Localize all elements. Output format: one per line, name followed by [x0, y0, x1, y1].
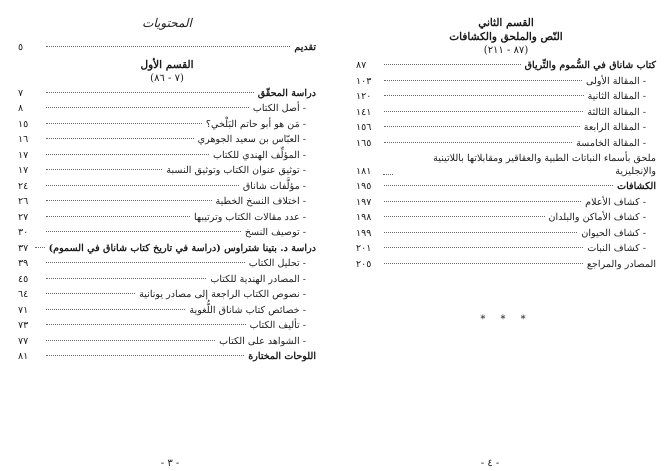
toc-entry-page: ١٨١: [356, 166, 372, 177]
toc-entry[interactable]: [356, 241, 656, 257]
section-subheading: النّص والملحق والكشافات: [449, 31, 563, 43]
toc-entry[interactable]: [356, 195, 656, 211]
toc-entry-page: ١٧: [18, 149, 29, 161]
left-page: [0, 0, 330, 471]
toc-entry[interactable]: [18, 86, 316, 102]
toc-entry-page: ٢٤: [18, 180, 29, 192]
toc-entry-title: - مؤلَّفات شاناق: [242, 180, 306, 192]
leader-dots: [384, 79, 582, 81]
leader-dots: [46, 153, 209, 155]
toc-entry[interactable]: [356, 105, 656, 121]
leader-dots: [46, 122, 202, 124]
toc-entry-title: - المصادر الهندية للكتاب: [210, 273, 306, 285]
leader-dots: [46, 354, 244, 356]
toc-entry-title: - العبّاس بن سعيد الجوهري: [197, 134, 306, 145]
toc-entry[interactable]: [356, 58, 656, 74]
toc-entry-title: - المؤلِّف الهندي للكتاب: [212, 149, 306, 161]
toc-entry-page: ١٠٣: [356, 75, 372, 87]
page-number: - ٤ -: [480, 458, 500, 469]
toc-entry-page: ١٦: [18, 134, 29, 145]
toc-entry[interactable]: [18, 334, 316, 350]
leader-dots: [35, 246, 45, 248]
leader-dots: [46, 106, 249, 108]
leader-dots: [46, 215, 190, 217]
right-page: [340, 0, 670, 471]
toc-entry[interactable]: [356, 226, 656, 242]
toc-entry-title: - تأليف الكتاب: [249, 320, 306, 331]
toc-entry-page: ١٧: [18, 165, 29, 176]
toc-entry[interactable]: [356, 151, 656, 179]
toc-entry-page: ٤٥: [18, 273, 29, 285]
leader-dots: [46, 230, 241, 232]
toc-entry-page: ١٥٦: [356, 122, 372, 133]
toc-entry[interactable]: [18, 303, 316, 319]
leader-dots: [46, 184, 239, 186]
toc-entry-page: ٢٠١: [356, 243, 372, 254]
toc-entry-page: ٨٧: [356, 60, 367, 71]
leader-dots: [46, 323, 246, 325]
leader-dots: [384, 141, 572, 143]
toc-entry-title: اللوحات المختارة: [248, 351, 316, 362]
leader-dots: [384, 94, 584, 96]
leader-dots: [46, 339, 215, 341]
toc-entry[interactable]: [356, 179, 656, 195]
leader-dots: [384, 246, 583, 248]
toc-entry-title: - عدد مقالات الكتاب وترتيبها: [193, 211, 306, 223]
toc-entry-page: ٧: [18, 87, 24, 99]
leader-dots: [384, 125, 580, 127]
leader-dots: [46, 45, 290, 47]
toc-entry-page: ٢٦: [18, 196, 29, 207]
toc-entry-title: - الشواهد على الكتاب: [219, 335, 306, 347]
toc-entry[interactable]: [356, 89, 656, 105]
toc-entry-title: - كشاف الأعلام: [585, 196, 646, 208]
toc-list: [18, 86, 316, 365]
toc-entry-title: - المقالة الثانية: [587, 91, 646, 102]
toc-entry[interactable]: [356, 136, 656, 152]
leader-dots: [384, 63, 521, 65]
toc-entry-page: ١٥: [18, 118, 29, 130]
section-heading: القسم الثاني: [478, 17, 534, 29]
section-range: (٨٧ - ٢١١): [483, 45, 529, 56]
toc-entry-page: ٦٤: [18, 289, 29, 300]
toc-entry-page: ١٩٥: [356, 181, 372, 192]
page-number: - ٣ -: [160, 458, 180, 469]
leader-dots: [384, 184, 613, 186]
toc-entry-title: - المقالة الثالثة: [587, 106, 646, 118]
contents-logo: المحتويات: [142, 16, 192, 30]
toc-entry-title: - توثيق عنوان الكتاب وتوثيق النسبة: [166, 165, 306, 176]
toc-entry-title: - المقالة الأولى: [585, 75, 646, 87]
toc-entry-page: ١٤١: [356, 106, 372, 118]
section-heading: القسم الأول: [140, 58, 194, 71]
intro-list: [18, 40, 316, 56]
toc-entry-title: - المقالة الخامسة: [576, 137, 646, 149]
toc-entry-page: ٧١: [18, 304, 29, 316]
toc-entry-page: ١٩٨: [356, 212, 372, 223]
toc-entry-intro[interactable]: [18, 40, 316, 56]
toc-entry[interactable]: [356, 74, 656, 90]
toc-entry[interactable]: [18, 225, 316, 241]
toc-entry[interactable]: [18, 117, 316, 133]
toc-entry-title: - كشاف النبات: [587, 243, 646, 254]
toc-entry-title: - أصل الكتاب: [252, 103, 306, 114]
toc-entry[interactable]: [18, 272, 316, 288]
toc-entry[interactable]: [18, 163, 316, 179]
toc-entry-title: - توصيف النسخ: [244, 227, 306, 238]
toc-entry-page: ٧٧: [18, 335, 29, 347]
toc-entry-title: - المقالة الرابعة: [583, 122, 646, 133]
toc-entry[interactable]: [18, 179, 316, 195]
toc-entry-title: المصادر والمراجع: [586, 258, 656, 270]
toc-entry-title: ملحق بأسماء النباتات الطبية والعقاقير ومقابلاتها باللاتينية والإنجليزية: [433, 153, 656, 177]
toc-entry-page: ٣٩: [18, 258, 29, 269]
toc-entry-page: ١٦٥: [356, 137, 372, 149]
leader-dots: [46, 91, 254, 93]
toc-entry[interactable]: [18, 256, 316, 272]
toc-entry[interactable]: [356, 210, 656, 226]
toc-entry-page: ٧٣: [18, 320, 29, 331]
leader-dots: [46, 137, 194, 139]
toc-entry[interactable]: [18, 210, 316, 226]
toc-entry[interactable]: [18, 241, 316, 257]
leader-dots: [46, 292, 135, 294]
toc-entry-title: - نصوص الكتاب الراجعة إلى مصادر يونانية: [139, 289, 306, 300]
toc-entry-title: دراسة المحقّق: [257, 87, 316, 99]
toc-entry-title: دراسة د. بتينا شتراوس (دراسة في تاريخ كتاب شاناق في السموم): [48, 242, 316, 254]
toc-list: [356, 58, 656, 272]
leader-dots: [46, 308, 185, 310]
leader-dots: [383, 173, 393, 175]
leader-dots: [384, 215, 545, 217]
toc-entry-page: ٥: [18, 42, 24, 53]
toc-entry[interactable]: [18, 318, 316, 334]
toc-entry-page: ٨: [18, 103, 24, 114]
toc-entry-title: الكشافات: [617, 181, 656, 192]
toc-entry[interactable]: [356, 120, 656, 136]
toc-entry-page: ٢٠٥: [356, 258, 372, 270]
toc-entry-title: - خصائص كتاب شاناق اللُّغوية: [189, 304, 306, 316]
section-range: (٧ - ٨٦): [150, 72, 184, 84]
toc-entry-page: ٣٠: [18, 227, 29, 238]
toc-entry[interactable]: [356, 257, 656, 273]
toc-entry-page: ١٩٩: [356, 227, 372, 239]
toc-entry-title: - كشاف الحيوان: [581, 227, 646, 239]
leader-dots: [384, 110, 583, 112]
toc-entry-page: ١٢٠: [356, 91, 372, 102]
toc-entry[interactable]: [18, 287, 316, 303]
leader-dots: [384, 200, 581, 202]
toc-entry-page: ٢٧: [18, 211, 29, 223]
toc-entry-title: - تحليل الكتاب: [248, 258, 306, 269]
toc-entry[interactable]: [18, 132, 316, 148]
leader-dots: [384, 262, 583, 264]
toc-entry-title: - مَن هو أبو حاتم البَلْخي؟: [205, 118, 306, 130]
toc-entry[interactable]: [18, 194, 316, 210]
toc-entry-title: كتاب شاناق في السُّموم والتِّرياق: [524, 60, 656, 71]
toc-entry-title: - اختلاف النسخ الخطية: [215, 196, 306, 207]
leader-dots: [384, 231, 577, 233]
toc-entry-title: تقديم: [294, 42, 316, 53]
toc-entry-title: - كشاف الأماكن والبلدان: [548, 212, 646, 223]
leader-dots: [46, 199, 212, 201]
toc-entry-page: ٨١: [18, 351, 29, 362]
toc-entry[interactable]: [18, 349, 316, 365]
toc-entry[interactable]: [18, 148, 316, 164]
leader-dots: [46, 168, 162, 170]
leader-dots: [46, 261, 245, 263]
toc-entry[interactable]: [18, 101, 316, 117]
toc-entry-page: ٣٧: [18, 242, 29, 254]
section-divider-stars: * * *: [480, 314, 532, 325]
leader-dots: [46, 277, 206, 279]
toc-entry-page: ١٩٧: [356, 196, 372, 208]
